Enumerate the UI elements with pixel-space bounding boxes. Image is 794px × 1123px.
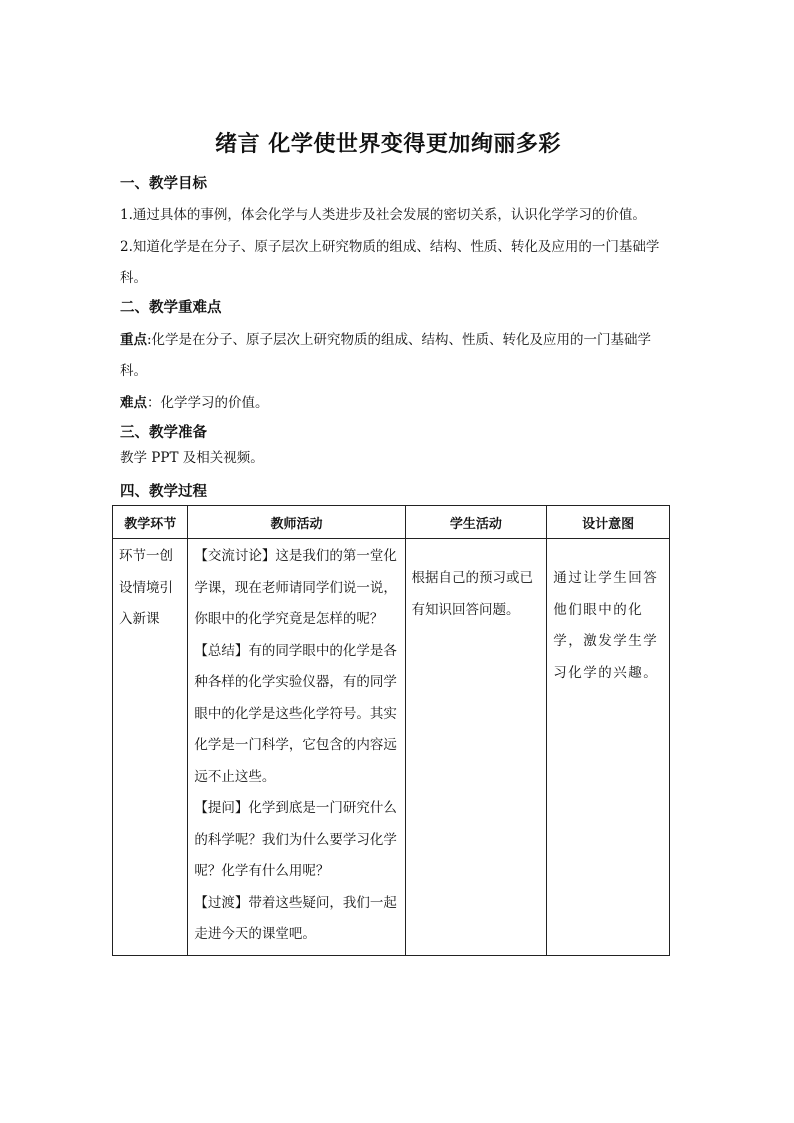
focus-line-2: 科。 bbox=[120, 363, 147, 379]
focus-text: :化学是在分子、原子层次上研究物质的组成、结构、性质、转化及应用的一门基础学 bbox=[147, 332, 652, 348]
section-heading-keypoints: 二、教学重难点 bbox=[120, 299, 222, 316]
section-heading-preparation: 三、教学准备 bbox=[120, 424, 207, 441]
section-heading-process: 四、教学过程 bbox=[120, 483, 207, 500]
header-teacher-activity: 教师活动 bbox=[188, 506, 405, 539]
teacher-activity-cell bbox=[188, 539, 405, 956]
header-student-activity: 学生活动 bbox=[405, 506, 547, 539]
student-activity-text: 根据自己的预习或已有知识回答问题。 bbox=[411, 570, 534, 618]
design-intent-text: 通过让学生回答他们眼中的化学，激发学生学习化学的兴趣。 bbox=[553, 570, 659, 681]
table-header-row bbox=[113, 506, 670, 539]
header-stage: 教学环节 bbox=[113, 506, 188, 539]
difficulty-text: ：化学学习的价值。 bbox=[147, 395, 269, 411]
difficulty-line bbox=[120, 391, 269, 411]
focus-label: 重点 bbox=[120, 332, 147, 348]
teacher-discussion: 【交流讨论】这是我们的第一堂化学课，现在老师请同学们说一说，你眼中的化学究竟是怎样的呢？ bbox=[194, 548, 397, 627]
student-activity-cell bbox=[405, 539, 547, 956]
preparation-text: 教学 PPT 及相关视频。 bbox=[120, 450, 264, 466]
teacher-activity-text bbox=[194, 539, 398, 951]
teacher-transition: 【过渡】带着这些疑问，我们一起走进今天的课堂吧。 bbox=[194, 894, 397, 942]
document-title: 绪言 化学使世界变得更加绚丽多彩 bbox=[215, 131, 561, 157]
design-intent-cell bbox=[547, 539, 670, 956]
table-row bbox=[113, 539, 670, 956]
goal-item-1: 1.通过具体的事例，体会化学与人类进步及社会发展的密切关系，认识化学学习的价值。 bbox=[120, 207, 646, 223]
goal-item-2-line-2: 科。 bbox=[120, 270, 147, 286]
teaching-process-table bbox=[112, 505, 670, 956]
stage-text: 环节一创设情境引入新课 bbox=[119, 548, 173, 627]
teacher-question: 【提问】化学到底是一门研究什么的科学呢？我们为什么要学习化学呢？化学有什么用呢？ bbox=[194, 800, 397, 879]
section-heading-goals: 一、教学目标 bbox=[120, 175, 207, 192]
stage-cell bbox=[113, 539, 188, 956]
teacher-summary: 【总结】有的同学眼中的化学是各种各样的化学实验仪器，有的同学眼中的化学是这些化学符号。其实化学是一门科学，它包含的内容远远不止这些。 bbox=[194, 642, 397, 785]
difficulty-label: 难点 bbox=[120, 395, 147, 411]
header-design-intent: 设计意图 bbox=[547, 506, 670, 539]
focus-line-1 bbox=[120, 328, 651, 348]
goal-item-2-line-1: 2.知道化学是在分子、原子层次上研究物质的组成、结构、性质、转化及应用的一门基础学 bbox=[120, 239, 660, 255]
